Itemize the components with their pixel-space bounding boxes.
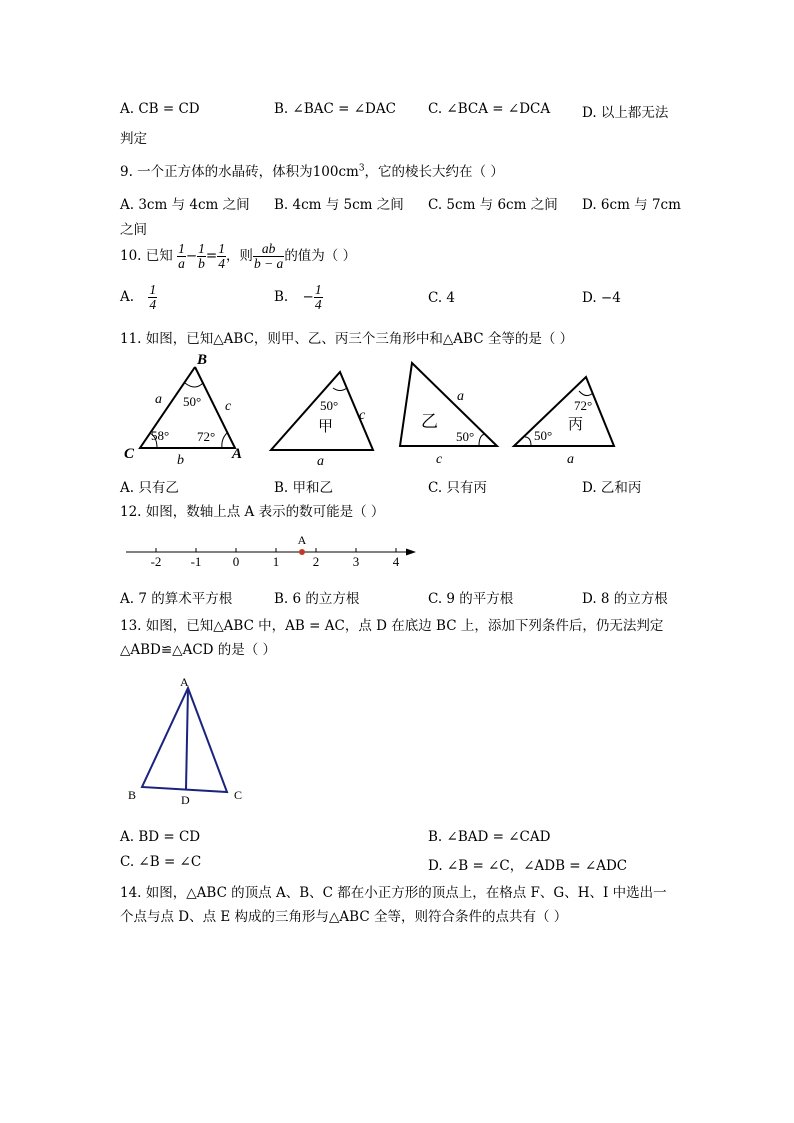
tick-label: -1 — [190, 554, 202, 569]
q13-option-b: B. ∠BAD = ∠CAD — [428, 829, 551, 845]
q11-option-d: D. 乙和丙 — [582, 480, 642, 496]
q8-option-c: C. ∠BCA = ∠DCA — [428, 101, 551, 117]
point-a-marker — [299, 549, 305, 555]
angle-label: 50° — [534, 428, 553, 443]
tick-label: 0 — [232, 554, 240, 569]
q12-option-c: C. 9 的平方根 — [428, 591, 514, 607]
vertex-a-label: A — [232, 446, 243, 462]
q10-option-a: A. $\frac{1}{4}$ — [120, 282, 157, 312]
vertex-c-label: C — [234, 788, 243, 802]
q9-option-d-wrap: 之间 — [120, 222, 147, 238]
q9-option-c: C. 5cm 与 6cm 之间 — [428, 197, 558, 213]
vertex-d-label: D — [181, 793, 190, 807]
q13-option-d: D. ∠B = ∠C，∠ADB = ∠ADC — [428, 858, 628, 874]
q8-option-d: D. 以上都无法 — [582, 105, 669, 121]
q11-option-a: A. 只有乙 — [120, 480, 179, 496]
q13-stem-line-2: △ABD≌△ACD 的是（ ） — [120, 642, 277, 658]
vertex-c-label: C — [124, 446, 135, 462]
side-a-label: a — [155, 392, 162, 407]
q14-stem-line-1: 14. 如图，△ABC 的顶点 A、B、C 都在小正方形的顶点上，在格点 F、G、H、I 中选出一 — [120, 885, 667, 901]
side-a-label: a — [567, 452, 574, 467]
side-c-label: c — [225, 399, 232, 414]
angle-label: 58° — [151, 428, 170, 443]
side-a-label: a — [457, 389, 464, 404]
q12-option-b: B. 6 的立方根 — [274, 591, 360, 607]
side-c-label: c — [359, 408, 366, 423]
q12-option-d: D. 8 的立方根 — [582, 591, 668, 607]
vertex-a-label: A — [180, 675, 189, 689]
q13-stem-line-1: 13. 如图，已知△ABC 中，AB = AC，点 D 在底边 BC 上，添加下列条件后，仍无法判定 — [120, 618, 664, 634]
q13-figure — [120, 672, 250, 812]
point-a-label: A — [297, 533, 307, 547]
triangle-name-label: 乙 — [421, 412, 438, 431]
q13-option-c: C. ∠B = ∠C — [120, 854, 202, 870]
q10-stem: 10. 已知 $\frac{1}{a}$ − $\frac{1}{b}$ = $\frac{1}{4}$ ，则 $\frac{ab}{b - a}$ 的值为（ ） — [120, 241, 357, 271]
q13-option-a: A. BD = CD — [120, 829, 201, 845]
triangle-abc — [124, 352, 242, 468]
triangle-bing — [514, 377, 614, 467]
q12-option-a: A. 7 的算术平方根 — [120, 591, 233, 607]
q11-option-c: C. 只有丙 — [428, 480, 487, 496]
q9-option-a: A. 3cm 与 4cm 之间 — [120, 197, 250, 213]
tick-label: 2 — [312, 554, 320, 569]
q12-stem: 12. 如图，数轴上点 A 表示的数可能是（ ） — [120, 504, 385, 520]
q11-figure — [115, 345, 635, 470]
q11-option-b: B. 甲和乙 — [274, 480, 334, 496]
q10-option-b: B. − $\frac{1}{4}$ — [274, 282, 322, 312]
q10-option-c: C. 4 — [428, 290, 456, 306]
triangle-name-label: 丙 — [568, 417, 584, 433]
vertex-b-label: B — [128, 788, 137, 802]
angle-label: 50° — [456, 429, 475, 444]
tick-label: 4 — [392, 554, 400, 569]
q14-stem-line-2: 个点与点 D、点 E 构成的三角形与△ABC 全等，则符合条件的点共有（ ） — [120, 909, 568, 925]
tick-label: -2 — [150, 554, 162, 569]
tick-label: 1 — [272, 554, 280, 569]
vertex-b-label: B — [197, 352, 208, 368]
tick-label: 3 — [352, 554, 360, 569]
side-b-label: b — [177, 453, 184, 468]
triangle-yi — [400, 363, 497, 467]
triangle-name-label: 甲 — [318, 419, 334, 435]
q9-option-d: D. 6cm 与 7cm — [582, 197, 681, 213]
triangle-jia — [271, 372, 373, 469]
q8-option-d-wrap: 判定 — [120, 131, 147, 147]
angle-label: 72° — [197, 429, 216, 444]
q11-stem: 11. 如图，已知△ABC，则甲、乙、丙三个三角形中和△ABC 全等的是（ ） — [120, 331, 574, 347]
side-c-label: c — [436, 452, 443, 467]
q9-option-b: B. 4cm 与 5cm 之间 — [274, 197, 404, 213]
q9-stem: 9. 一个正方体的水晶砖，体积为$100cm^3$，它的棱长大约在（ ） — [120, 163, 504, 180]
q10-option-d: D. −4 — [582, 290, 621, 306]
angle-label: 72° — [574, 398, 593, 413]
q8-option-b: B. ∠BAC = ∠DAC — [274, 101, 396, 117]
angle-label: 50° — [183, 394, 202, 409]
angle-label: 50° — [320, 398, 339, 413]
q8-option-a: A. CB = CD — [120, 101, 200, 117]
number-line — [120, 530, 420, 572]
side-a-label: a — [317, 454, 324, 469]
